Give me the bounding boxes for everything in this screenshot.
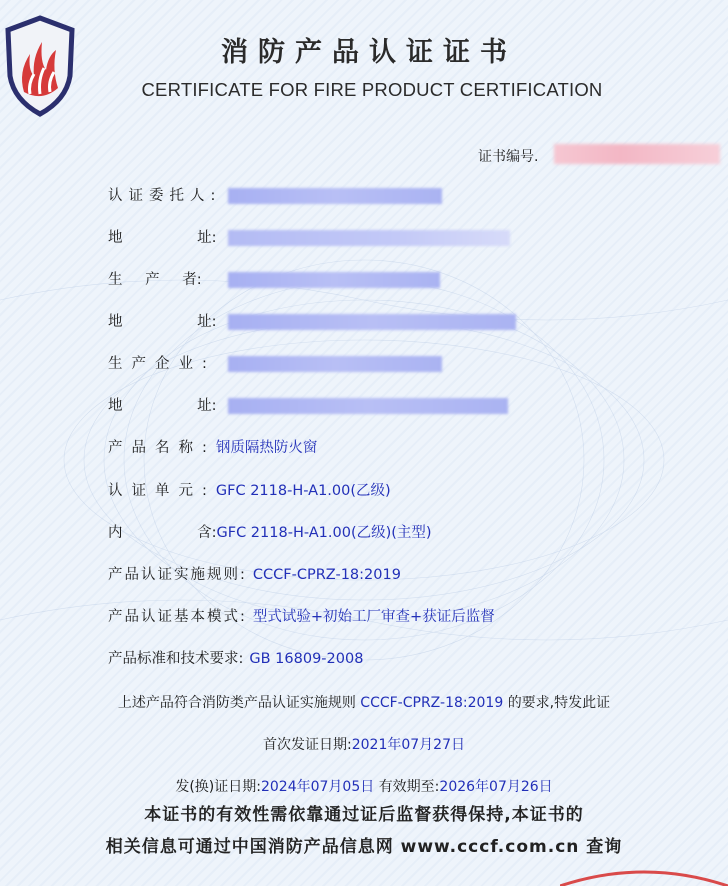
statement-rule: CCCF-CPRZ-18:2019	[360, 695, 504, 711]
manufacturer-row	[108, 269, 202, 291]
first-issue-line	[0, 734, 728, 754]
rules-value: CCCF-CPRZ-18:2019	[252, 567, 401, 583]
product-name-row	[108, 437, 317, 459]
address3-row	[108, 395, 217, 417]
address3-redacted	[228, 398, 508, 414]
issue-label: 发(换)证日期:	[175, 779, 261, 795]
address1-redacted	[228, 230, 510, 246]
certificate-title-en: CERTIFICATE FOR FIRE PRODUCT CERTIFICATION	[141, 79, 603, 100]
certificate-number-redacted	[554, 144, 720, 164]
content-value: GFC 2118-H-A1.00(乙级)(主型)	[216, 525, 432, 541]
first-issue-label: 首次发证日期:	[263, 737, 352, 753]
address3-label: 地 址:	[108, 398, 217, 414]
certificate-title-cn: 消防产品认证证书	[221, 37, 517, 68]
address1-row	[108, 227, 217, 249]
content-row	[108, 522, 432, 544]
applicant-redacted	[228, 188, 442, 204]
address1-label: 地 址:	[108, 230, 217, 246]
manufacturer-label: 生 产 者:	[108, 272, 202, 288]
unit-row	[108, 480, 391, 502]
rules-label: 产品认证实施规则:	[108, 567, 247, 583]
certificate-number-label: 证书编号.	[478, 149, 539, 165]
product-name-label: 产品名称:	[108, 440, 216, 456]
first-issue-date: 2021年07月27日	[351, 737, 465, 753]
mode-label: 产品认证基本模式:	[108, 609, 247, 625]
applicant-row	[108, 185, 221, 207]
product-name-value: 钢质隔热防火窗	[215, 440, 318, 456]
seal-edge	[560, 866, 728, 886]
mode-value: 型式试验+初始工厂审查+获证后监督	[252, 609, 495, 625]
footer-line-1: 本证书的有效性需依靠通过证后监督获得保持,本证书的	[144, 805, 584, 825]
validity-line	[0, 776, 728, 796]
factory-row	[108, 353, 216, 375]
address2-redacted	[228, 314, 516, 330]
factory-label: 生产企业:	[108, 356, 216, 372]
statement-line	[0, 692, 728, 712]
statement-suffix: 的要求,特发此证	[507, 695, 611, 711]
unit-value: GFC 2118-H-A1.00(乙级)	[215, 483, 391, 499]
statement-prefix: 上述产品符合消防类产品认证实施规则	[117, 695, 356, 711]
unit-label: 认证单元:	[108, 483, 216, 499]
factory-redacted	[228, 356, 442, 372]
standard-row	[108, 648, 363, 670]
standard-value: GB 16809-2008	[249, 651, 364, 667]
mode-row	[108, 606, 495, 628]
footer-line-2: 相关信息可通过中国消防产品信息网 www.cccf.com.cn 查询	[105, 837, 623, 857]
valid-until-label: 有效期至:	[378, 779, 440, 795]
rules-row	[108, 564, 401, 586]
address2-label: 地 址:	[108, 314, 217, 330]
issue-date: 2024年07月05日	[260, 779, 375, 795]
standard-label: 产品标准和技术要求:	[108, 651, 244, 667]
content-label: 内 含:	[108, 525, 217, 541]
valid-until-date: 2026年07月26日	[439, 779, 553, 795]
address2-row	[108, 311, 217, 333]
manufacturer-redacted	[228, 272, 440, 288]
applicant-label: 认证委托人:	[108, 188, 222, 204]
